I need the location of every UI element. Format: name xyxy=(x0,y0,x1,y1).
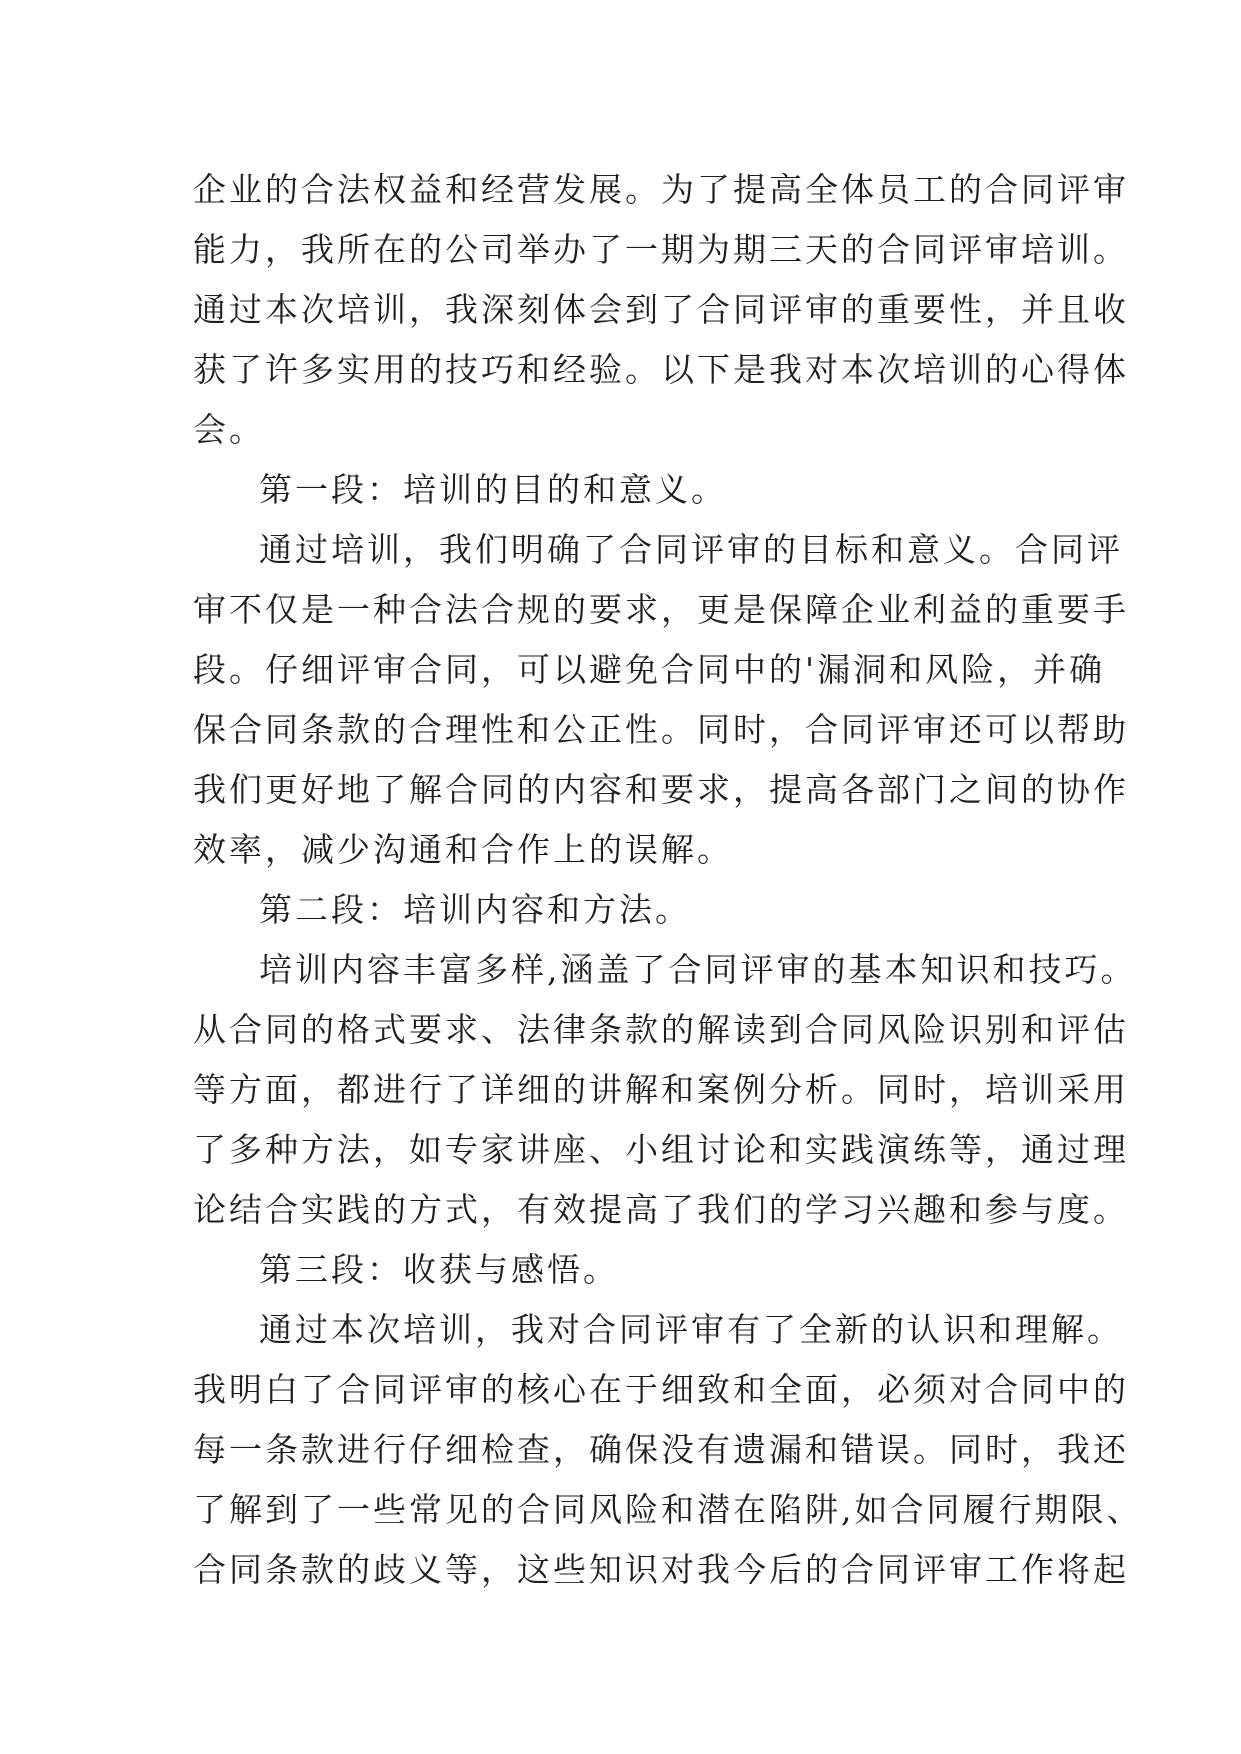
section-heading-1 xyxy=(193,460,1073,520)
text-line: 从合同的格式要求、法律条款的解读到合同风险识别和评估 xyxy=(193,1010,1129,1049)
paragraph-intro xyxy=(193,160,1129,460)
paragraph-content xyxy=(193,940,1137,1240)
heading-text: 第二段：培训内容和方法。 xyxy=(259,890,691,929)
text-line: 通过本次培训，我对合同评审有了全新的认识和理解。 xyxy=(259,1310,1123,1349)
text-line: 每一条款进行仔细检查，确保没有遗漏和错误。同时，我还 xyxy=(193,1430,1129,1469)
heading-text: 第一段：培训的目的和意义。 xyxy=(259,470,727,509)
text-line: 通过本次培训，我深刻体会到了合同评审的重要性，并且收 xyxy=(193,290,1129,329)
section-heading-3 xyxy=(193,1240,1073,1300)
text-line: 合同条款的歧义等，这些知识对我今后的合同评审工作将起 xyxy=(193,1550,1129,1589)
text-line: 企业的合法权益和经营发展。为了提高全体员工的合同评审 xyxy=(193,170,1129,209)
heading-text: 第三段：收获与感悟。 xyxy=(259,1250,619,1289)
text-line: 能力，我所在的公司举办了一期为期三天的合同评审培训。 xyxy=(193,230,1129,269)
text-line: 了多种方法，如专家讲座、小组讨论和实践演练等，通过理 xyxy=(193,1130,1129,1169)
text-line: 论结合实践的方式，有效提高了我们的学习兴趣和参与度。 xyxy=(193,1190,1129,1229)
text-line: 等方面，都进行了详细的讲解和案例分析。同时，培训采用 xyxy=(193,1070,1129,1109)
document-body xyxy=(193,160,1143,1600)
text-line: 我明白了合同评审的核心在于细致和全面，必须对合同中的 xyxy=(193,1370,1129,1409)
text-line: 了解到了一些常见的合同风险和潜在陷阱,如合同履行期限、 xyxy=(193,1490,1143,1529)
paragraph-gains xyxy=(193,1300,1143,1600)
text-line: 段。仔细评审合同，可以避免合同中的'漏洞和风险，并确 xyxy=(193,650,1106,689)
text-line: 会。 xyxy=(193,410,265,449)
text-line: 获了许多实用的技巧和经验。以下是我对本次培训的心得体 xyxy=(193,350,1129,389)
text-line: 审不仅是一种合法合规的要求，更是保障企业利益的重要手 xyxy=(193,590,1129,629)
text-line: 保合同条款的合理性和公正性。同时，合同评审还可以帮助 xyxy=(193,710,1129,749)
text-line: 通过培训，我们明确了合同评审的目标和意义。合同评 xyxy=(259,530,1123,569)
text-line: 培训内容丰富多样,涵盖了合同评审的基本知识和技巧。 xyxy=(259,950,1137,989)
text-line: 我们更好地了解合同的内容和要求，提高各部门之间的协作 xyxy=(193,770,1129,809)
text-line: 效率，减少沟通和合作上的误解。 xyxy=(193,830,733,869)
paragraph-purpose xyxy=(193,520,1129,880)
section-heading-2 xyxy=(193,880,1073,940)
